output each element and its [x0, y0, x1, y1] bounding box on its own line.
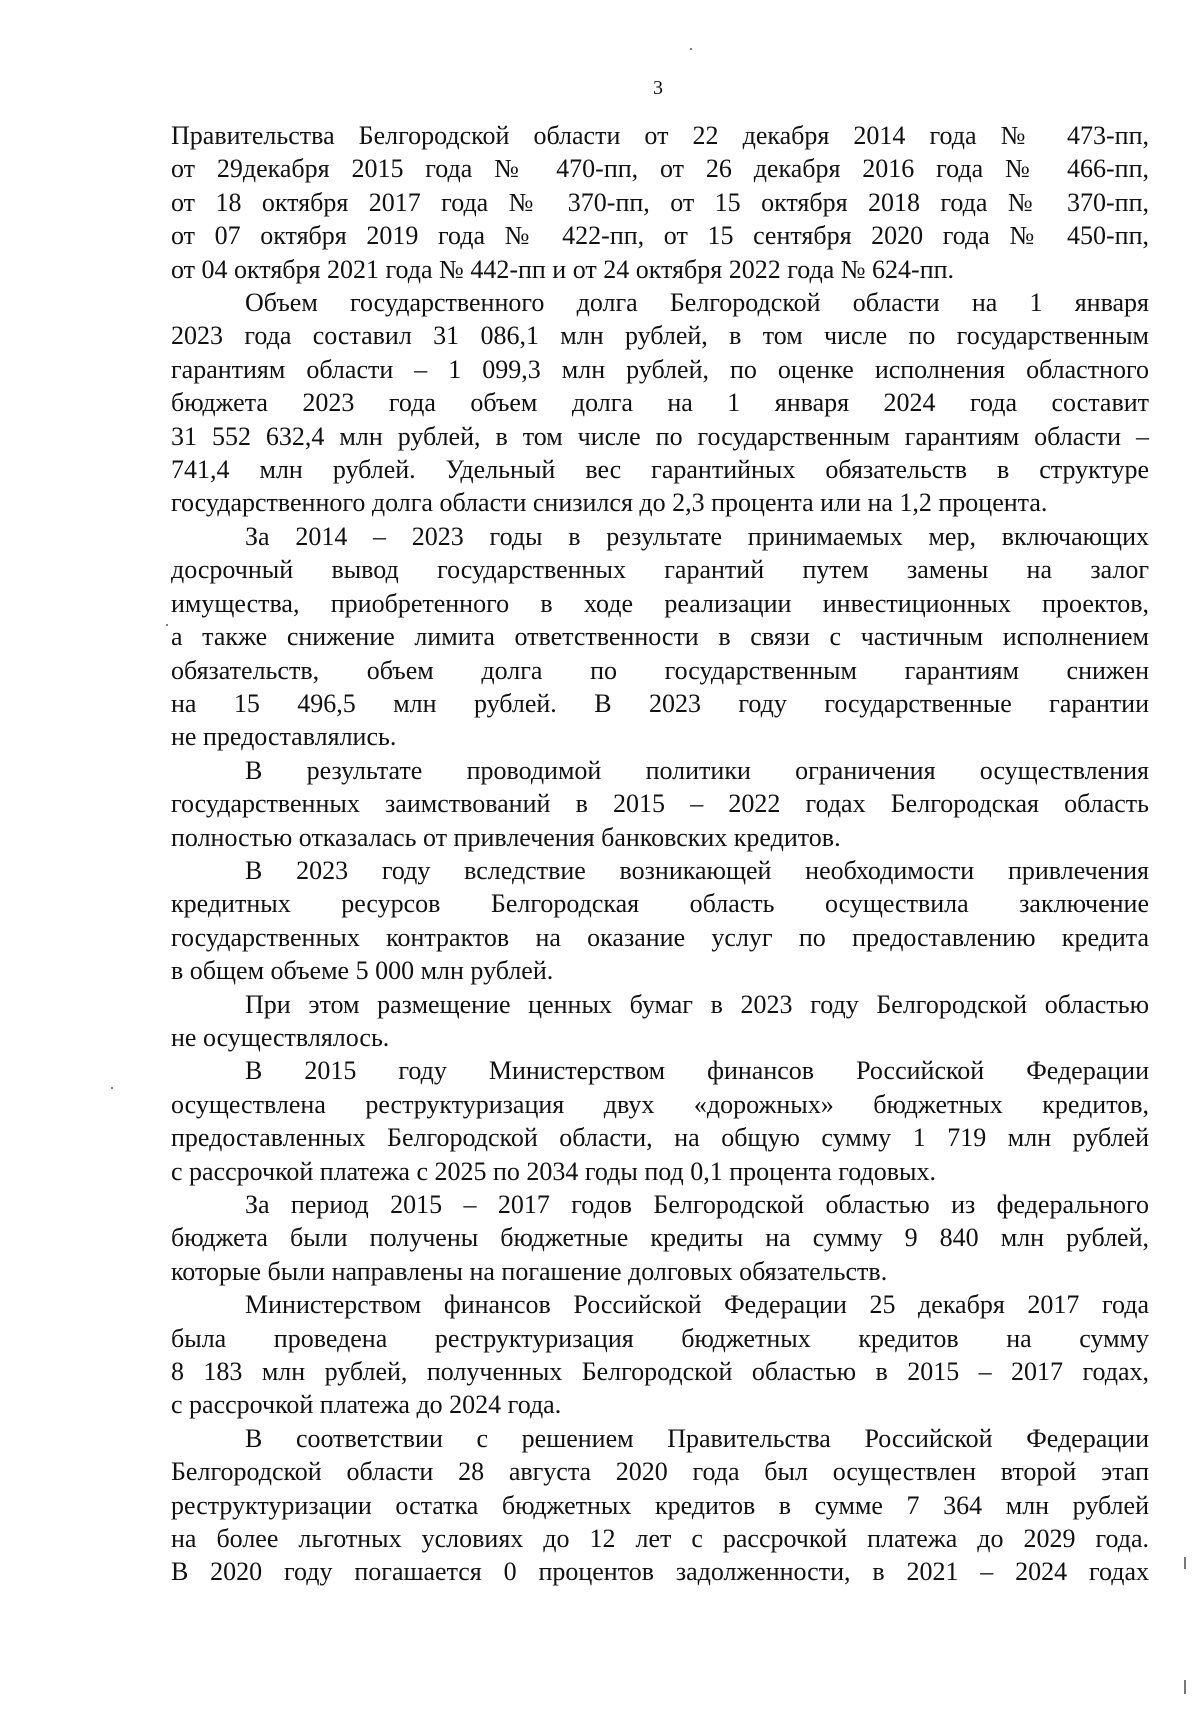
- page-number: 3: [653, 77, 663, 99]
- text-line: гарантиям области – 1 099,3 млн рублей, по оценке исполнения областного: [171, 354, 1149, 384]
- scan-speck: [166, 624, 168, 626]
- text-line: В 2023 году вследствие возникающей необходимости привлечения: [245, 855, 1149, 885]
- text-line: досрочный вывод государственных гарантий путем замены на залог: [171, 555, 1149, 585]
- text-line: была проведена реструктуризация бюджетных кредитов на сумму: [171, 1323, 1149, 1353]
- text-line: государственных контрактов на оказание услуг по предоставлению кредита: [171, 922, 1149, 952]
- text-line: Объем государственного долга Белгородской области на 1 января: [245, 288, 1149, 318]
- text-line: имущества, приобретенного в ходе реализации инвестиционных проектов,: [171, 588, 1149, 618]
- text-line: с рассрочкой платежа с 2025 по 2034 годы под 0,1 процента годовых.: [171, 1156, 937, 1186]
- text-line: обязательств, объем долга по государственным гарантиям снижен: [171, 655, 1149, 685]
- text-line: от 29декабря 2015 года № 470-пп, от 26 декабря 2016 года № 466-пп,: [171, 154, 1149, 184]
- text-line: реструктуризации остатка бюджетных кредитов в сумме 7 364 млн рублей: [171, 1490, 1149, 1520]
- paragraph: [171, 1288, 1149, 1422]
- text-line: В 2020 году погашается 0 процентов задолженности, в 2021 – 2024 годах: [171, 1557, 1149, 1587]
- text-line: В 2015 году Министерством финансов Российской Федерации: [245, 1056, 1149, 1086]
- text-line: кредитных ресурсов Белгородская область осуществила заключение: [171, 889, 1149, 919]
- paragraph: [171, 1054, 1149, 1188]
- text-line: В результате проводимой политики ограничения осуществления: [245, 755, 1149, 785]
- paragraph: [171, 854, 1149, 988]
- text-line: в общем объеме 5 000 млн рублей.: [171, 956, 554, 986]
- text-line: государственного долга области снизился до 2,3 процента или на 1,2 процента.: [171, 488, 1048, 518]
- text-line: 2023 года составил 31 086,1 млн рублей, в том числе по государственным: [171, 321, 1149, 351]
- text-line: При этом размещение ценных бумаг в 2023 году Белгородской областью: [245, 989, 1149, 1019]
- text-line: предоставленных Белгородской области, на общую сумму 1 719 млн рублей: [171, 1123, 1149, 1153]
- text-line: от 18 октября 2017 года № 370-пп, от 15 октября 2018 года № 370-пп,: [171, 187, 1149, 217]
- text-line: не осуществлялось.: [171, 1022, 390, 1052]
- text-line: Белгородской области 28 августа 2020 года был осуществлен второй этап: [171, 1457, 1149, 1487]
- text-line: бюджета были получены бюджетные кредиты на сумму 9 840 млн рублей,: [171, 1223, 1149, 1253]
- text-line: на более льготных условиях до 12 лет с рассрочкой платежа до 2029 года.: [171, 1524, 1149, 1554]
- paragraph: [171, 988, 1149, 1055]
- paragraph: [171, 286, 1149, 520]
- document-body: [171, 119, 1149, 1589]
- paragraph: [171, 1188, 1149, 1288]
- text-line: от 07 октября 2019 года № 422-пп, от 15 сентября 2020 года № 450-пп,: [171, 221, 1149, 251]
- scan-speck: [111, 1087, 113, 1089]
- text-line: а также снижение лимита ответственности в связи с частичным исполнением: [171, 622, 1149, 652]
- text-line: государственных заимствований в 2015 – 2022 годах Белгородская область: [171, 789, 1149, 819]
- paragraph: [171, 754, 1149, 854]
- text-line: 31 552 632,4 млн рублей, в том числе по государственным гарантиям области –: [171, 421, 1149, 451]
- text-line: не предоставлялись.: [171, 722, 397, 752]
- text-line: В соответствии с решением Правительства Российской Федерации: [245, 1423, 1149, 1453]
- text-line: которые были направлены на погашение долговых обязательств.: [171, 1256, 888, 1286]
- text-line: За период 2015 – 2017 годов Белгородской областью из федерального: [245, 1190, 1149, 1219]
- text-line: на 15 496,5 млн рублей. В 2023 году государственные гарантии: [171, 688, 1149, 718]
- scan-edge-mark: [1184, 1680, 1186, 1694]
- text-line: полностью отказалась от привлечения банковских кредитов.: [171, 822, 841, 852]
- text-line: Министерством финансов Российской Федерации 25 декабря 2017 года: [245, 1290, 1149, 1320]
- text-line: осуществлена реструктуризация двух «дорожных» бюджетных кредитов,: [171, 1089, 1149, 1119]
- text-line: 741,4 млн рублей. Удельный вес гарантийных обязательств в структуре: [171, 455, 1149, 485]
- text-line: бюджета 2023 года объем долга на 1 января 2024 года составит: [171, 388, 1149, 418]
- paragraph: [171, 119, 1149, 286]
- text-line: с рассрочкой платежа до 2024 года.: [171, 1390, 562, 1420]
- paragraph: [171, 1422, 1149, 1589]
- scan-edge-mark: [1184, 1557, 1186, 1569]
- scan-speck: [690, 48, 692, 50]
- text-line: Правительства Белгородской области от 22 декабря 2014 года № 473-пп,: [171, 121, 1149, 150]
- text-line: За 2014 – 2023 годы в результате принимаемых мер, включающих: [245, 521, 1149, 551]
- text-line: от 04 октября 2021 года № 442-пп и от 24 октября 2022 года № 624-пп.: [171, 254, 955, 284]
- text-line: 8 183 млн рублей, полученных Белгородской областью в 2015 – 2017 годах,: [171, 1357, 1149, 1387]
- paragraph: [171, 520, 1149, 754]
